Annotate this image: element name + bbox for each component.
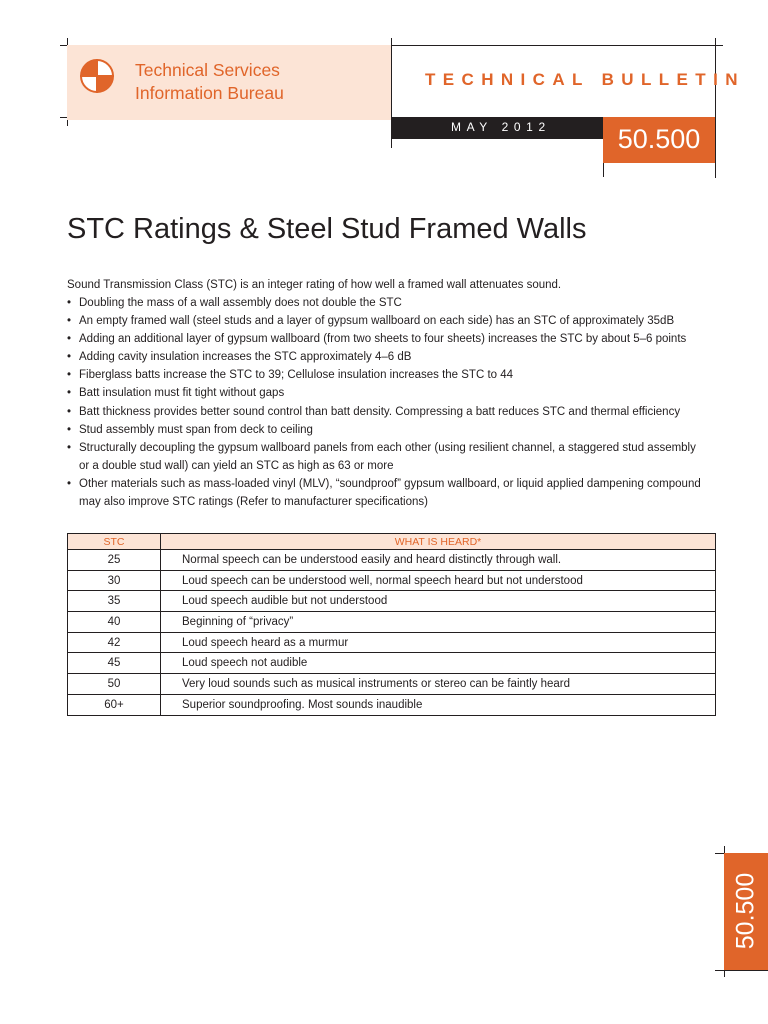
org-name-line2: Information Bureau [135, 83, 284, 103]
stc-table [67, 533, 716, 716]
table-header-row [68, 534, 716, 550]
table-row [68, 674, 716, 695]
tsib-logo-icon [80, 59, 114, 93]
table-row [68, 570, 716, 591]
stc-value: 35 [68, 591, 161, 612]
stc-value: 42 [68, 632, 161, 653]
heard-description: Loud speech audible but not understood [161, 591, 716, 612]
bullet-list [67, 294, 717, 511]
list-item: • Other materials such as mass-loaded vinyl (MLV), “soundproof” gypsum wallboard, or liquid applied dampening compound [67, 475, 717, 493]
table-row [68, 550, 716, 571]
list-item-continuation: or a double stud wall) can yield an STC as high as 63 or more [79, 459, 394, 472]
heard-description: Normal speech can be understood easily and heard distinctly through wall. [161, 550, 716, 571]
org-header-box [67, 45, 392, 120]
heard-description: Loud speech not audible [161, 653, 716, 674]
date-bar [391, 117, 603, 139]
table-row [68, 591, 716, 612]
intro-text: Sound Transmission Class (STC) is an integer rating of how well a framed wall attenuates sound. [67, 279, 562, 291]
heard-description: Loud speech heard as a murmur [161, 632, 716, 653]
bulletin-number: 50.500 [617, 124, 701, 154]
list-item: • Stud assembly must span from deck to ceiling [67, 421, 717, 439]
list-item: • Structurally decoupling the gypsum wallboard panels from each other (using resilient channel, a staggered stud assembly [67, 439, 717, 457]
table-header-stc: STC [68, 534, 161, 550]
heard-description: Loud speech can be understood well, normal speech heard but not understood [161, 570, 716, 591]
stc-value: 30 [68, 570, 161, 591]
table-row [68, 612, 716, 633]
header-right-mark [715, 38, 716, 178]
stc-value: 25 [68, 550, 161, 571]
list-item: • Batt thickness provides better sound control than batt density. Compressing a batt reduces STC and thermal efficiency [67, 403, 717, 421]
org-name-line1: Technical Services [135, 60, 280, 80]
side-tab-bottom-mark [715, 970, 768, 971]
page-title: STC Ratings & Steel Stud Framed Walls [67, 213, 587, 245]
stc-value: 60+ [68, 694, 161, 715]
list-item: • Fiberglass batts increase the STC to 39; Cellulose insulation increases the STC to 44 [67, 366, 717, 384]
table-header-heard: WHAT IS HEARD* [161, 534, 716, 550]
list-item: • Batt insulation must fit tight without gaps [67, 384, 717, 402]
list-item: • Adding cavity insulation increases the STC approximately 4–6 dB [67, 348, 717, 366]
heard-description: Superior soundproofing. Most sounds inaudible [161, 694, 716, 715]
heard-description: Very loud sounds such as musical instruments or stereo can be faintly heard [161, 674, 716, 695]
stc-value: 40 [68, 612, 161, 633]
stc-value: 45 [68, 653, 161, 674]
table-row [68, 653, 716, 674]
list-item: • An empty framed wall (steel studs and a layer of gypsum wallboard on each side) has an STC of approximately 35dB [67, 312, 717, 330]
list-item: • Adding an additional layer of gypsum wallboard (from two sheets to four sheets) increases the STC by about 5–6 points [67, 330, 717, 348]
table-row [68, 694, 716, 715]
list-item-continuation: may also improve STC ratings (Refer to manufacturer specifications) [79, 496, 428, 509]
table-row [68, 632, 716, 653]
side-tab-number: 50.500 [731, 872, 760, 950]
bulletin-label: TECHNICAL BULLETIN [425, 70, 745, 89]
heard-description: Beginning of “privacy” [161, 612, 716, 633]
stc-value: 50 [68, 674, 161, 695]
list-item: • Doubling the mass of a wall assembly does not double the STC [67, 294, 717, 312]
bulletin-number-box [603, 117, 715, 163]
bulletin-date: MAY 2012 [451, 120, 551, 134]
